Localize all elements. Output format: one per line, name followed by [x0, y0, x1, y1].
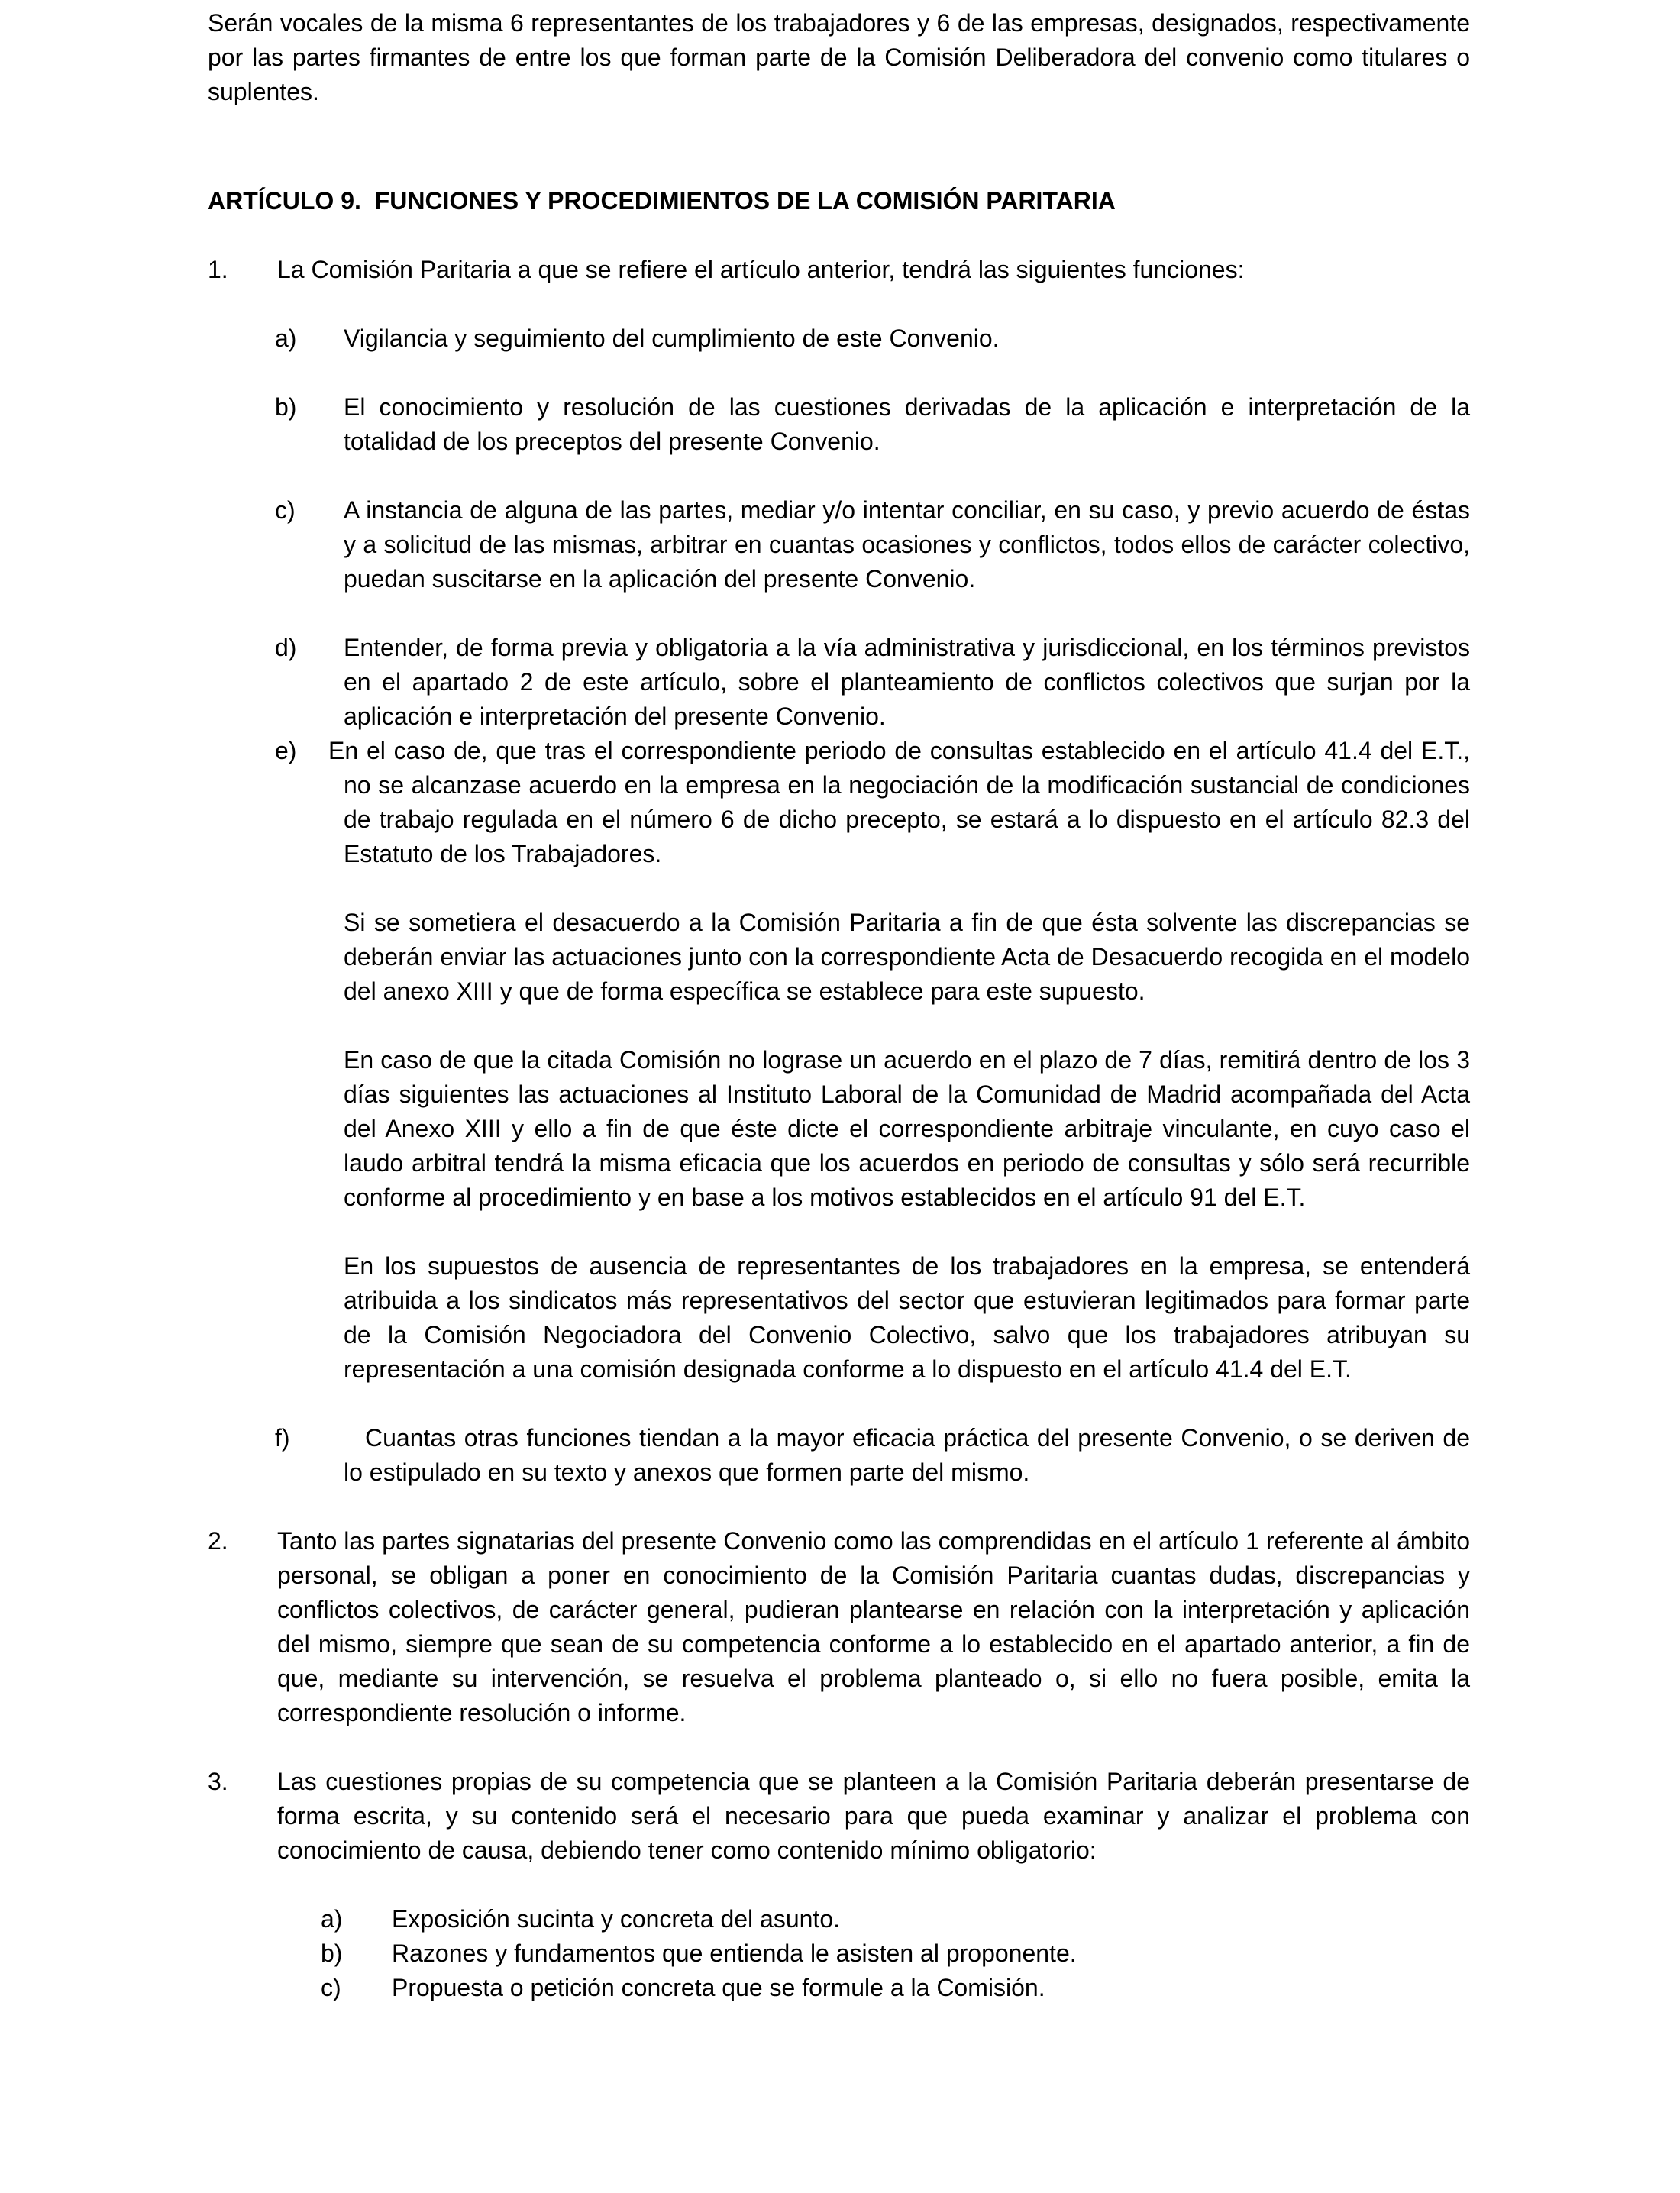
letter-item-f [275, 1421, 1470, 1490]
letter-marker: b) [321, 1939, 343, 1967]
item-text: Tanto las partes signatarias del presente Convenio como las comprendidas en el artículo 1 referente al ámbito personal, se obligan a poner en conocimiento de la Comisión Paritaria cuantas dudas, discrepancias y conflictos colectivos, de carácter general, pudieran plantearse en relación con la interpretación y aplicación del mismo, siempre que sean de su competencia conforme a lo establecido en el apartado anterior, a fin de que, mediante su intervención, se resuelva el problema planteado o, si ello no fuera posible, emita la correspondiente resolución o informe. [277, 1527, 1470, 1726]
numbered-item-2 [208, 1524, 1470, 1730]
letter-item-text: El conocimiento y resolución de las cuestiones derivadas de la aplicación e interpretación de la totalidad de los preceptos del presente Convenio. [344, 393, 1470, 455]
letter-marker: d) [275, 634, 297, 661]
letter-item-text: En el caso de, que tras el correspondiente periodo de consultas establecido en el artículo 41.4 del E.T., no se alcanzase acuerdo en la empresa en la negociación de la modificación sustancial de condiciones de trabajo regulada en el número 6 de dicho precepto, se estará a lo dispuesto en el artículo 82.3 del Estatuto de los Trabajadores. [328, 737, 1470, 867]
letter-marker: c) [275, 496, 296, 524]
item-number: 2. [208, 1527, 228, 1555]
letter-item-e [275, 734, 1470, 1387]
letter-marker: b) [275, 393, 297, 421]
letter-item-b [275, 390, 1470, 459]
letter-marker: a) [275, 325, 297, 352]
letter-item-text: Vigilancia y seguimiento del cumplimiento de este Convenio. [344, 325, 1000, 352]
continuation-paragraph-2: En caso de que la citada Comisión no lograse un acuerdo en el plazo de 7 días, remitirá dentro de los 3 días siguientes las actuaciones al Instituto Laboral de la Comunidad de Madrid acompañada del Acta del Anexo XIII y ello a fin de que éste dicte el correspondiente arbitraje vinculante, en cuyo caso el laudo arbitral tendrá la misma eficacia que los acuerdos en periodo de consultas y sólo será recurrible conforme al procedimiento y en base a los motivos establecidos en el artículo 91 del E.T. [344, 1046, 1470, 1211]
letter-marker: a) [321, 1905, 343, 1933]
inner-letter-item-b [321, 1936, 1470, 1971]
item-number: 1. [208, 256, 228, 283]
inner-letter-list [208, 1902, 1470, 2005]
letter-item-text: A instancia de alguna de las partes, mediar y/o intentar conciliar, en su caso, y previo acuerdo de éstas y a solicitud de las mismas, arbitrar en cuantas ocasiones y conflictos, todos ellos de carácter colectivo, puedan suscitarse en la aplicación del presente Convenio. [344, 496, 1470, 593]
letter-item-text: Cuantas otras funciones tiendan a la mayor eficacia práctica del presente Convenio, o se deriven de lo estipulado en su texto y anexos que formen parte del mismo. [344, 1424, 1470, 1486]
item-text: Las cuestiones propias de su competencia que se planteen a la Comisión Paritaria deberán presentarse de forma escrita, y su contenido será el necesario para que pueda examinar y analizar el problema con conocimiento de causa, debiendo tener como contenido mínimo obligatorio: [277, 1768, 1470, 1864]
letter-marker: c) [321, 1974, 341, 2001]
item-number: 3. [208, 1768, 228, 1795]
inner-letter-item-text: Exposición sucinta y concreta del asunto. [392, 1905, 840, 1933]
continuation-paragraph-3: En los supuestos de ausencia de representantes de los trabajadores en la empresa, se entenderá atribuida a los sindicatos más representativos del sector que estuvieran legitimados para formar parte de la Comisión Negociadora del Convenio Colectivo, salvo que los trabajadores atribuyan su representación a una comisión designada conforme a lo dispuesto en el artículo 41.4 del E.T. [344, 1252, 1470, 1383]
item-text: La Comisión Paritaria a que se refiere el artículo anterior, tendrá las siguientes funciones: [277, 256, 1245, 283]
inner-letter-item-text: Razones y fundamentos que entienda le asisten al proponente. [392, 1939, 1077, 1967]
letter-marker: f) [275, 1424, 290, 1452]
article-heading: ARTÍCULO 9. FUNCIONES Y PROCEDIMIENTOS DE LA COMISIÓN PARITARIA [208, 187, 1116, 215]
inner-letter-item-c [321, 1971, 1470, 2005]
letter-item-text: Entender, de forma previa y obligatoria a la vía administrativa y jurisdiccional, en los términos previstos en el apartado 2 de este artículo, sobre el planteamiento de conflictos colectivos que surjan por la aplicación e interpretación del presente Convenio. [344, 634, 1470, 730]
numbered-item-1 [208, 253, 1470, 287]
inner-letter-item-a [321, 1902, 1470, 1936]
letter-item-d [275, 631, 1470, 734]
inner-letter-item-text: Propuesta o petición concreta que se formule a la Comisión. [392, 1974, 1045, 2001]
continuation-paragraph-1: Si se sometiera el desacuerdo a la Comisión Paritaria a fin de que ésta solvente las discrepancias se deberán enviar las actuaciones junto con la correspondiente Acta de Desacuerdo recogida en el modelo del anexo XIII y que de forma específica se establece para este supuesto. [344, 909, 1470, 1005]
letter-item-a [275, 321, 1470, 356]
letter-item-c [275, 493, 1470, 596]
intro-paragraph: Serán vocales de la misma 6 representantes de los trabajadores y 6 de las empresas, designados, respectivamente por las partes firmantes de entre los que forman parte de la Comisión Deliberadora del convenio como titulares o suplentes. [208, 9, 1470, 105]
numbered-item-3 [208, 1765, 1470, 1868]
letter-marker: e) [275, 737, 297, 764]
